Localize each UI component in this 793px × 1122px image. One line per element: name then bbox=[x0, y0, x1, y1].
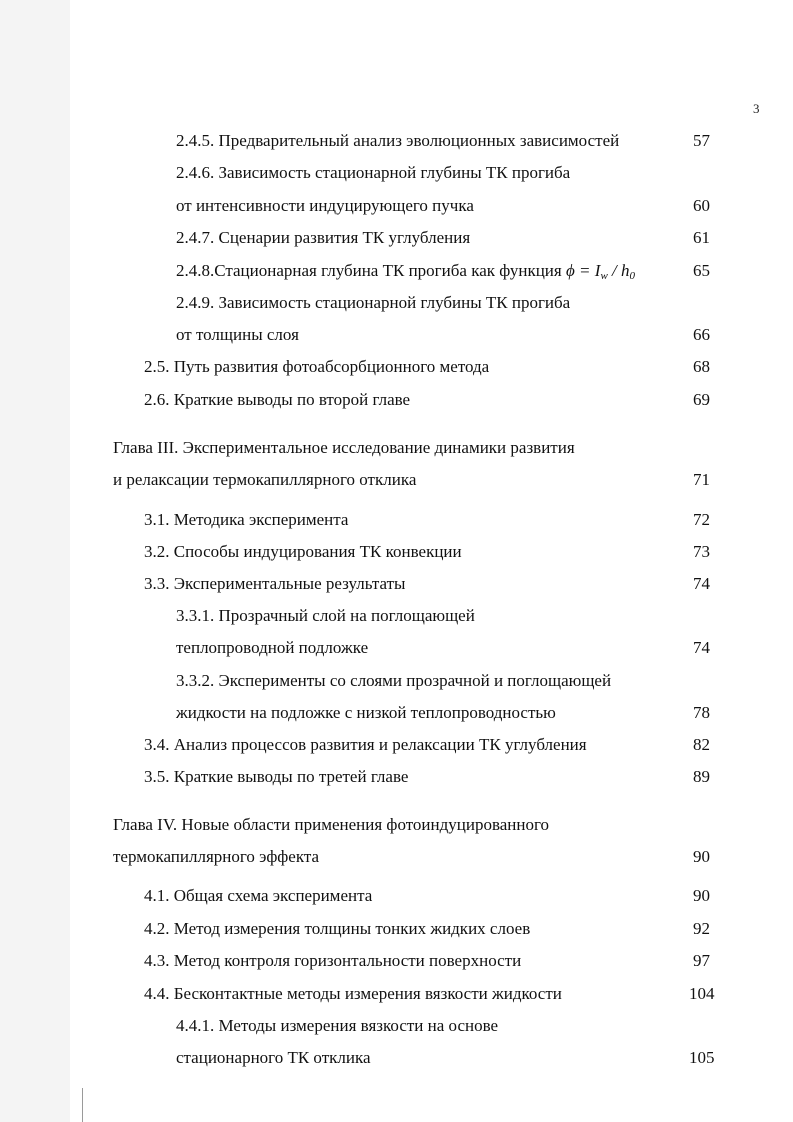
toc-entry-2-4-7: 2.4.7. Сценарии развития ТК углубления bbox=[176, 228, 471, 247]
toc-entry-4-3: 4.3. Метод контроля горизонтальности поверхности bbox=[144, 951, 522, 970]
toc-page-2-4-9: 66 bbox=[693, 325, 710, 344]
toc-page-2-4-6: 60 bbox=[693, 196, 710, 215]
scan-margin-mark bbox=[82, 1088, 83, 1122]
toc-entry-4-2: 4.2. Метод измерения толщины тонких жидких слоев bbox=[144, 919, 531, 938]
toc-page-4-3: 97 bbox=[693, 951, 710, 970]
toc-page-4-4: 104 bbox=[689, 984, 715, 1003]
toc-entry-3-4: 3.4. Анализ процессов развития и релаксации ТК углубления bbox=[144, 735, 587, 754]
toc-page-3-1: 72 bbox=[693, 510, 710, 529]
formula-phi: ϕ bbox=[565, 261, 575, 280]
toc-entry-4-1: 4.1. Общая схема эксперимента bbox=[144, 886, 373, 905]
toc-page-3-3-1: 74 bbox=[693, 638, 710, 657]
formula-equals: = bbox=[574, 261, 595, 280]
toc-page-3-3: 74 bbox=[693, 574, 710, 593]
formula-h: h bbox=[621, 261, 630, 280]
toc-page-3-5: 89 bbox=[693, 767, 710, 786]
toc-page-2-4-5: 57 bbox=[693, 131, 710, 150]
toc-entry-3-1: 3.1. Методика эксперимента bbox=[144, 510, 349, 529]
scan-margin-shade bbox=[0, 0, 70, 1122]
toc-page-chapter-3: 71 bbox=[693, 470, 710, 489]
toc-page-3-3-2: 78 bbox=[693, 703, 710, 722]
toc-page-2-6: 69 bbox=[693, 390, 710, 409]
toc-entry-4-4-1: 4.4.1. Методы измерения вязкости на основе bbox=[176, 1016, 499, 1035]
toc-entry-3-3-1: 3.3.1. Прозрачный слой на поглощающей bbox=[176, 606, 475, 625]
toc-entry-3-3-1-cont: теплопроводной подложке bbox=[176, 638, 369, 657]
toc-page-4-2: 92 bbox=[693, 919, 710, 938]
toc-entry-2-4-6: 2.4.6. Зависимость стационарной глубины ТК прогиба bbox=[176, 163, 571, 182]
toc-chapter-3-cont: и релаксации термокапиллярного отклика bbox=[113, 470, 417, 489]
toc-page-3-2: 73 bbox=[693, 542, 710, 561]
toc-page-chapter-4: 90 bbox=[693, 847, 710, 866]
formula-i-sub: w bbox=[600, 270, 608, 282]
toc-entry-4-4-1-cont: стационарного ТК отклика bbox=[176, 1048, 371, 1067]
toc-entry-2-4-9-cont: от толщины слоя bbox=[176, 325, 299, 344]
toc-chapter-3: Глава III. Экспериментальное исследование динамики развития bbox=[113, 438, 575, 457]
toc-entry-3-3-2: 3.3.2. Эксперименты со слоями прозрачной и поглощающей bbox=[176, 671, 612, 690]
toc-entry-3-3: 3.3. Экспериментальные результаты bbox=[144, 574, 406, 593]
toc-entry-2-5: 2.5. Путь развития фотоабсорбционного метода bbox=[144, 357, 490, 376]
toc-entry-2-4-8 bbox=[176, 260, 635, 287]
toc-page-2-5: 68 bbox=[693, 357, 710, 376]
toc-entry-2-4-6-cont: от интенсивности индуцирующего пучка bbox=[176, 196, 474, 215]
formula-i: I bbox=[594, 261, 601, 280]
toc-entry-4-4: 4.4. Бесконтактные методы измерения вязкости жидкости bbox=[144, 984, 562, 1003]
toc-page-2-4-8: 65 bbox=[693, 261, 710, 280]
page-number: 3 bbox=[753, 101, 760, 116]
toc-entry-3-2: 3.2. Способы индуцирования ТК конвекции bbox=[144, 542, 462, 561]
toc-entry-2-4-9: 2.4.9. Зависимость стационарной глубины ТК прогиба bbox=[176, 293, 571, 312]
toc-chapter-4-cont: термокапиллярного эффекта bbox=[113, 847, 320, 866]
toc-entry-2-4-8-text: 2.4.8.Стационарная глубина ТК прогиба как функция bbox=[176, 261, 566, 280]
toc-page-4-4-1: 105 bbox=[689, 1048, 715, 1067]
formula-phi-ratio bbox=[566, 261, 635, 280]
toc-entry-2-6: 2.6. Краткие выводы по второй главе bbox=[144, 390, 411, 409]
formula-slash: / bbox=[607, 261, 622, 280]
toc-entry-3-3-2-cont: жидкости на подложке с низкой теплопроводностью bbox=[176, 703, 556, 722]
toc-page-2-4-7: 61 bbox=[693, 228, 710, 247]
toc-entry-3-5: 3.5. Краткие выводы по третей главе bbox=[144, 767, 409, 786]
formula-h-sub: 0 bbox=[629, 270, 636, 282]
toc-chapter-4: Глава IV. Новые области применения фотоиндуцированного bbox=[113, 815, 550, 834]
toc-page-4-1: 90 bbox=[693, 886, 710, 905]
toc-entry-2-4-5: 2.4.5. Предварительный анализ эволюционных зависимостей bbox=[176, 131, 620, 150]
toc-page-3-4: 82 bbox=[693, 735, 710, 754]
